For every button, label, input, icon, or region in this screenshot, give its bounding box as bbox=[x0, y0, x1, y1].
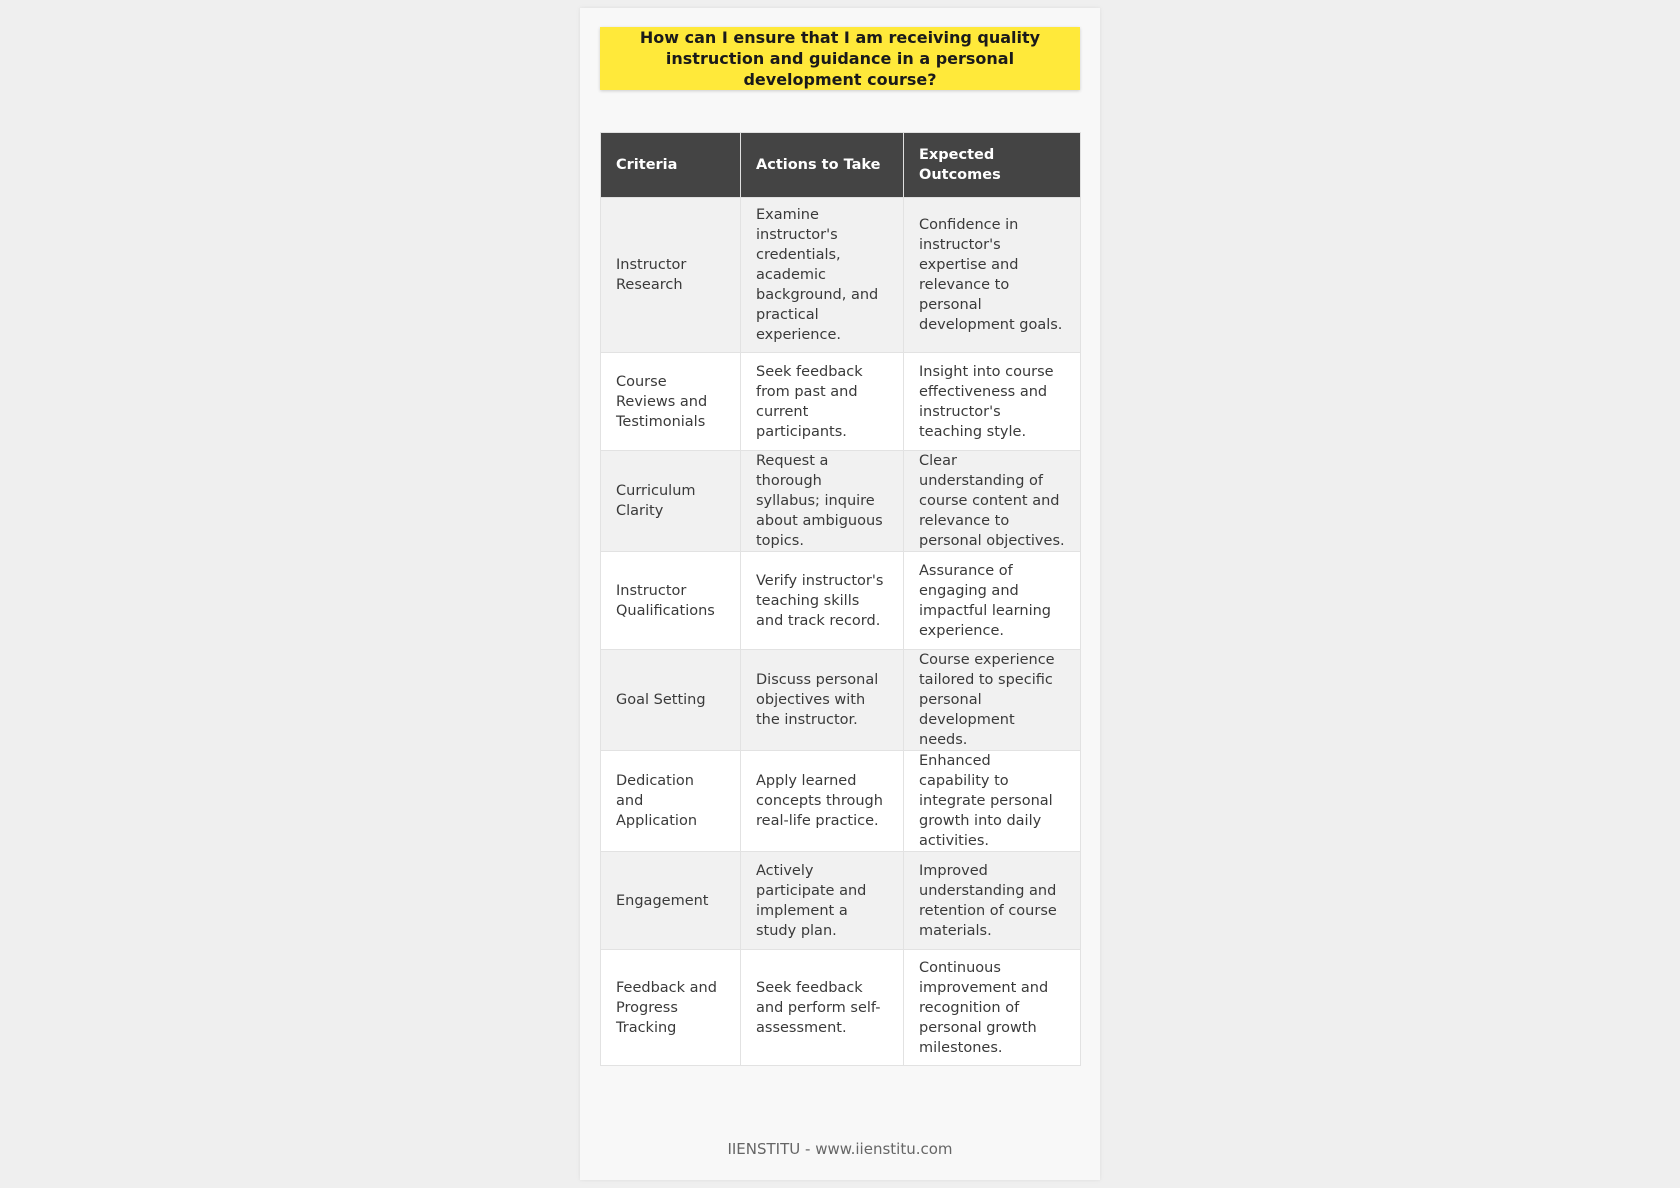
cell-criteria: Instructor Qualifications bbox=[601, 552, 741, 650]
table-row bbox=[601, 451, 1081, 552]
cell-outcomes: Improved understanding and retention of course materials. bbox=[904, 852, 1081, 950]
table-row bbox=[601, 353, 1081, 451]
cell-outcomes: Continuous improvement and recognition of personal growth milestones. bbox=[904, 950, 1081, 1066]
cell-actions: Verify instructor's teaching skills and track record. bbox=[741, 552, 904, 650]
table-row bbox=[601, 552, 1081, 650]
cell-actions: Seek feedback from past and current participants. bbox=[741, 353, 904, 451]
cell-actions: Seek feedback and perform self-assessment. bbox=[741, 950, 904, 1066]
cell-criteria: Feedback and Progress Tracking bbox=[601, 950, 741, 1066]
cell-criteria: Curriculum Clarity bbox=[601, 451, 741, 552]
cell-criteria: Goal Setting bbox=[601, 650, 741, 751]
cell-actions: Examine instructor's credentials, academic background, and practical experience. bbox=[741, 198, 904, 353]
cell-criteria: Instructor Research bbox=[601, 198, 741, 353]
table-header-row bbox=[601, 133, 1081, 198]
column-header-outcomes: Expected Outcomes bbox=[904, 133, 1081, 198]
column-header-actions: Actions to Take bbox=[741, 133, 904, 198]
page-title: How can I ensure that I am receiving quality instruction and guidance in a personal development course? bbox=[639, 28, 1041, 89]
cell-criteria: Course Reviews and Testimonials bbox=[601, 353, 741, 451]
cell-outcomes: Confidence in instructor's expertise and relevance to personal development goals. bbox=[904, 198, 1081, 353]
title-banner bbox=[600, 27, 1080, 90]
cell-outcomes: Assurance of engaging and impactful learning experience. bbox=[904, 552, 1081, 650]
cell-actions: Actively participate and implement a study plan. bbox=[741, 852, 904, 950]
table-row bbox=[601, 751, 1081, 852]
cell-outcomes: Clear understanding of course content and relevance to personal objectives. bbox=[904, 451, 1081, 552]
cell-actions: Discuss personal objectives with the instructor. bbox=[741, 650, 904, 751]
cell-outcomes: Insight into course effectiveness and instructor's teaching style. bbox=[904, 353, 1081, 451]
cell-outcomes: Enhanced capability to integrate personal growth into daily activities. bbox=[904, 751, 1081, 852]
cell-outcomes: Course experience tailored to specific personal development needs. bbox=[904, 650, 1081, 751]
column-header-criteria: Criteria bbox=[601, 133, 741, 198]
footer-credit: IIENSTITU - www.iienstitu.com bbox=[727, 1140, 953, 1158]
cell-actions: Apply learned concepts through real-life practice. bbox=[741, 751, 904, 852]
table-row bbox=[601, 950, 1081, 1066]
table-row bbox=[601, 852, 1081, 950]
comparison-table bbox=[600, 132, 1081, 1066]
table-row bbox=[601, 198, 1081, 353]
table-row bbox=[601, 650, 1081, 751]
cell-criteria: Dedication and Application bbox=[601, 751, 741, 852]
cell-actions: Request a thorough syllabus; inquire about ambiguous topics. bbox=[741, 451, 904, 552]
cell-criteria: Engagement bbox=[601, 852, 741, 950]
document-card bbox=[580, 8, 1100, 1180]
